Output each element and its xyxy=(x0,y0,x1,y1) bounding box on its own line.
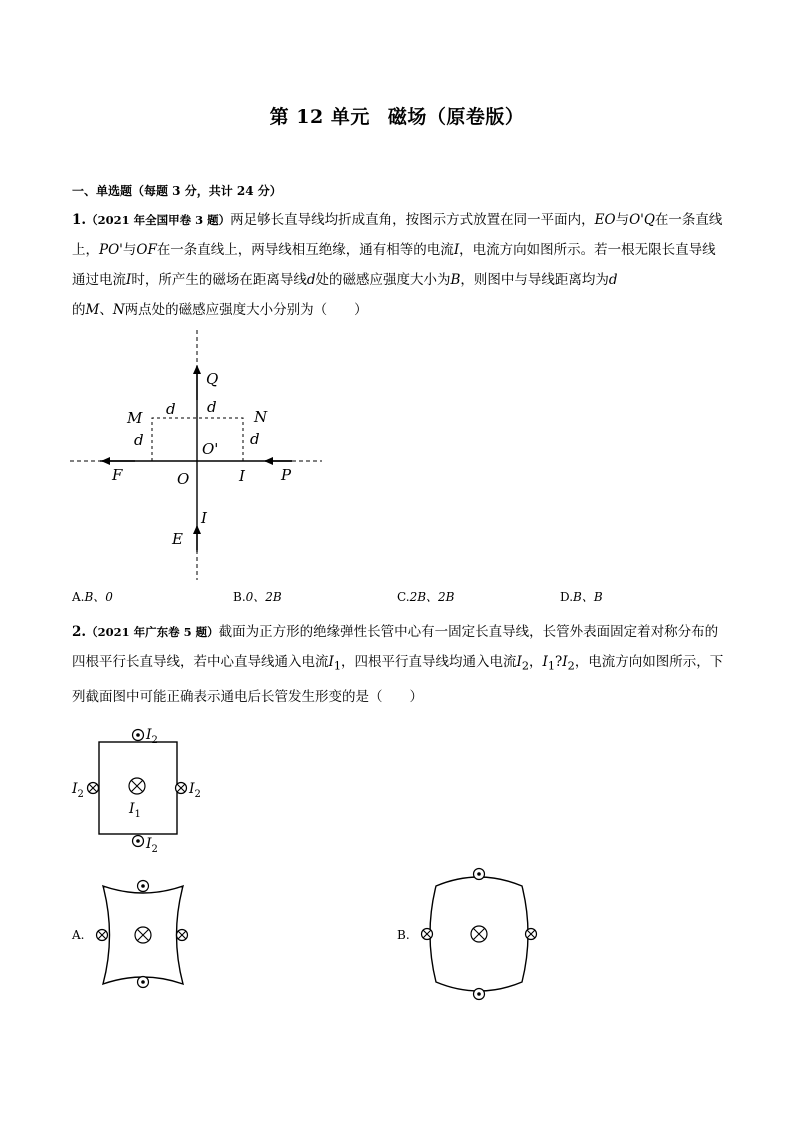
subscript: 1 xyxy=(547,659,556,673)
option-a[interactable] xyxy=(72,588,113,605)
question-text: 的 xyxy=(72,302,86,318)
symbol: I xyxy=(516,654,522,670)
label-p: P xyxy=(281,466,292,484)
wire-top-out-icon xyxy=(474,869,485,880)
label-m: M xyxy=(127,409,143,427)
symbol: d xyxy=(608,272,618,288)
symbol: PO' xyxy=(99,242,123,258)
symbol: OF xyxy=(136,242,157,258)
question-text: 两点处的磁感应强度大小分别为（ ） xyxy=(124,302,368,318)
figure-1-wires xyxy=(60,330,340,585)
question-text: 、 xyxy=(99,302,113,318)
label-d-right: d xyxy=(250,430,260,448)
question-text: 在一条直线上， xyxy=(72,212,723,258)
symbol: I xyxy=(453,242,460,258)
label-o-prime: O' xyxy=(202,440,219,458)
label-d-top-right: d xyxy=(207,398,217,416)
label-i2-top: $I_2$ xyxy=(146,727,158,746)
option-b-figure[interactable] xyxy=(414,862,546,1004)
option-d[interactable] xyxy=(560,588,603,605)
symbol: M xyxy=(85,302,100,318)
wire-right-in-icon xyxy=(176,783,187,794)
option-c[interactable] xyxy=(397,588,455,605)
question-source: （2021 年全国甲卷 3 题） xyxy=(86,213,231,227)
symbol: I xyxy=(562,654,568,670)
option-letter: A. xyxy=(72,590,85,604)
option-letter: D. xyxy=(560,590,574,604)
label-i-vertical: I xyxy=(201,509,207,527)
label-i2-right: $I_2$ xyxy=(189,781,201,800)
wire-left-in-icon xyxy=(422,929,433,940)
wire-top-out-icon xyxy=(133,730,144,741)
subscript: 2 xyxy=(567,659,575,673)
wire-left-in-icon xyxy=(88,783,99,794)
question-1 xyxy=(72,205,724,325)
label-e: E xyxy=(172,530,183,548)
subscript: 2 xyxy=(521,659,530,673)
symbol: N xyxy=(112,302,125,318)
label-o: O xyxy=(177,470,190,488)
symbol: I xyxy=(328,654,334,670)
title-topic: 磁场（原卷版） xyxy=(387,106,525,128)
question-text: ，四根平行直导线均通入电流 xyxy=(341,654,517,670)
wire-bottom-out-icon xyxy=(133,836,144,847)
wire-center-in-icon xyxy=(129,778,145,794)
label-d-left: d xyxy=(134,431,144,449)
symbol: EO xyxy=(594,212,616,228)
question-number: 1. xyxy=(72,212,87,228)
label-i2-bottom: $I_2$ xyxy=(146,836,158,855)
wire-bottom-out-icon xyxy=(474,989,485,1000)
symbol: I xyxy=(542,654,548,670)
option-letter: C. xyxy=(397,590,410,604)
label-q: Q xyxy=(206,370,219,388)
label-d-top-left: d xyxy=(166,400,176,418)
question-2 xyxy=(72,617,724,712)
option-b[interactable] xyxy=(233,588,282,605)
question-source: （2021 年广东卷 5 题） xyxy=(86,625,219,639)
question-text: 处的磁感应强度大小为 xyxy=(315,272,451,288)
question-text: ， xyxy=(529,654,543,670)
option-value: 0、2B xyxy=(245,590,282,604)
title-unit: 第 12 单元 xyxy=(269,106,370,128)
question-text: 时，所产生的磁场在距离导线 xyxy=(131,272,307,288)
symbol: d xyxy=(306,272,316,288)
option-a-figure[interactable] xyxy=(88,872,198,998)
question-text: ，则图中与导线距离均为 xyxy=(460,272,609,288)
question-text: 与 xyxy=(122,242,137,258)
question-text: 截面为正方形的绝缘弹性长管中心有一固定长直导线，长管外表面固定着对称分布的四根平行长直导线，若中心直导线通入电流 xyxy=(72,624,719,670)
question-text: ，电流方向如图所示，下列截面图中可能正确表示通电后长管发生形变的是（ ） xyxy=(72,654,724,705)
wire-center-in-icon xyxy=(135,927,151,943)
wire-right-in-icon xyxy=(177,930,188,941)
section-heading: 一、单选题（每题 3 分，共计 24 分） xyxy=(72,184,282,198)
option-b-label[interactable]: B. xyxy=(397,928,410,942)
wire-right-in-icon xyxy=(526,929,537,940)
figure-2-tube xyxy=(66,722,216,862)
option-letter: B. xyxy=(233,590,246,604)
option-value: B、B xyxy=(573,590,603,604)
option-a-label[interactable]: A. xyxy=(72,928,85,942)
label-f: F xyxy=(112,466,123,484)
subscript: 1 xyxy=(333,659,342,673)
symbol: B xyxy=(450,272,461,288)
question-number: 2. xyxy=(72,624,87,640)
option-value: 2B、2B xyxy=(409,590,455,604)
wire-bottom-out-icon xyxy=(138,977,149,988)
label-n: N xyxy=(254,408,268,426)
wire-center-in-icon xyxy=(471,926,487,942)
question-text: 与 xyxy=(615,212,630,228)
wire-left-in-icon xyxy=(97,930,108,941)
label-i-horizontal: I xyxy=(239,467,245,485)
page-title xyxy=(0,102,794,129)
label-i2-left: $I_2$ xyxy=(72,781,84,800)
question-text: ，电流方向如图所示。若一根无限长直导线通过电流 xyxy=(72,242,716,288)
question-text: 在一条直线上，两导线相互绝缘，通有相等的电流 xyxy=(156,242,454,258)
wire-top-out-icon xyxy=(138,881,149,892)
question-text: 两足够长直导线均折成直角，按图示方式放置在同一平面内， xyxy=(230,212,595,228)
question-mark: ? xyxy=(555,654,563,670)
symbol: I xyxy=(126,272,132,288)
option-value: B、0 xyxy=(84,590,113,604)
symbol: O'Q xyxy=(629,212,655,228)
label-i1-center: $I_1$ xyxy=(129,801,141,820)
